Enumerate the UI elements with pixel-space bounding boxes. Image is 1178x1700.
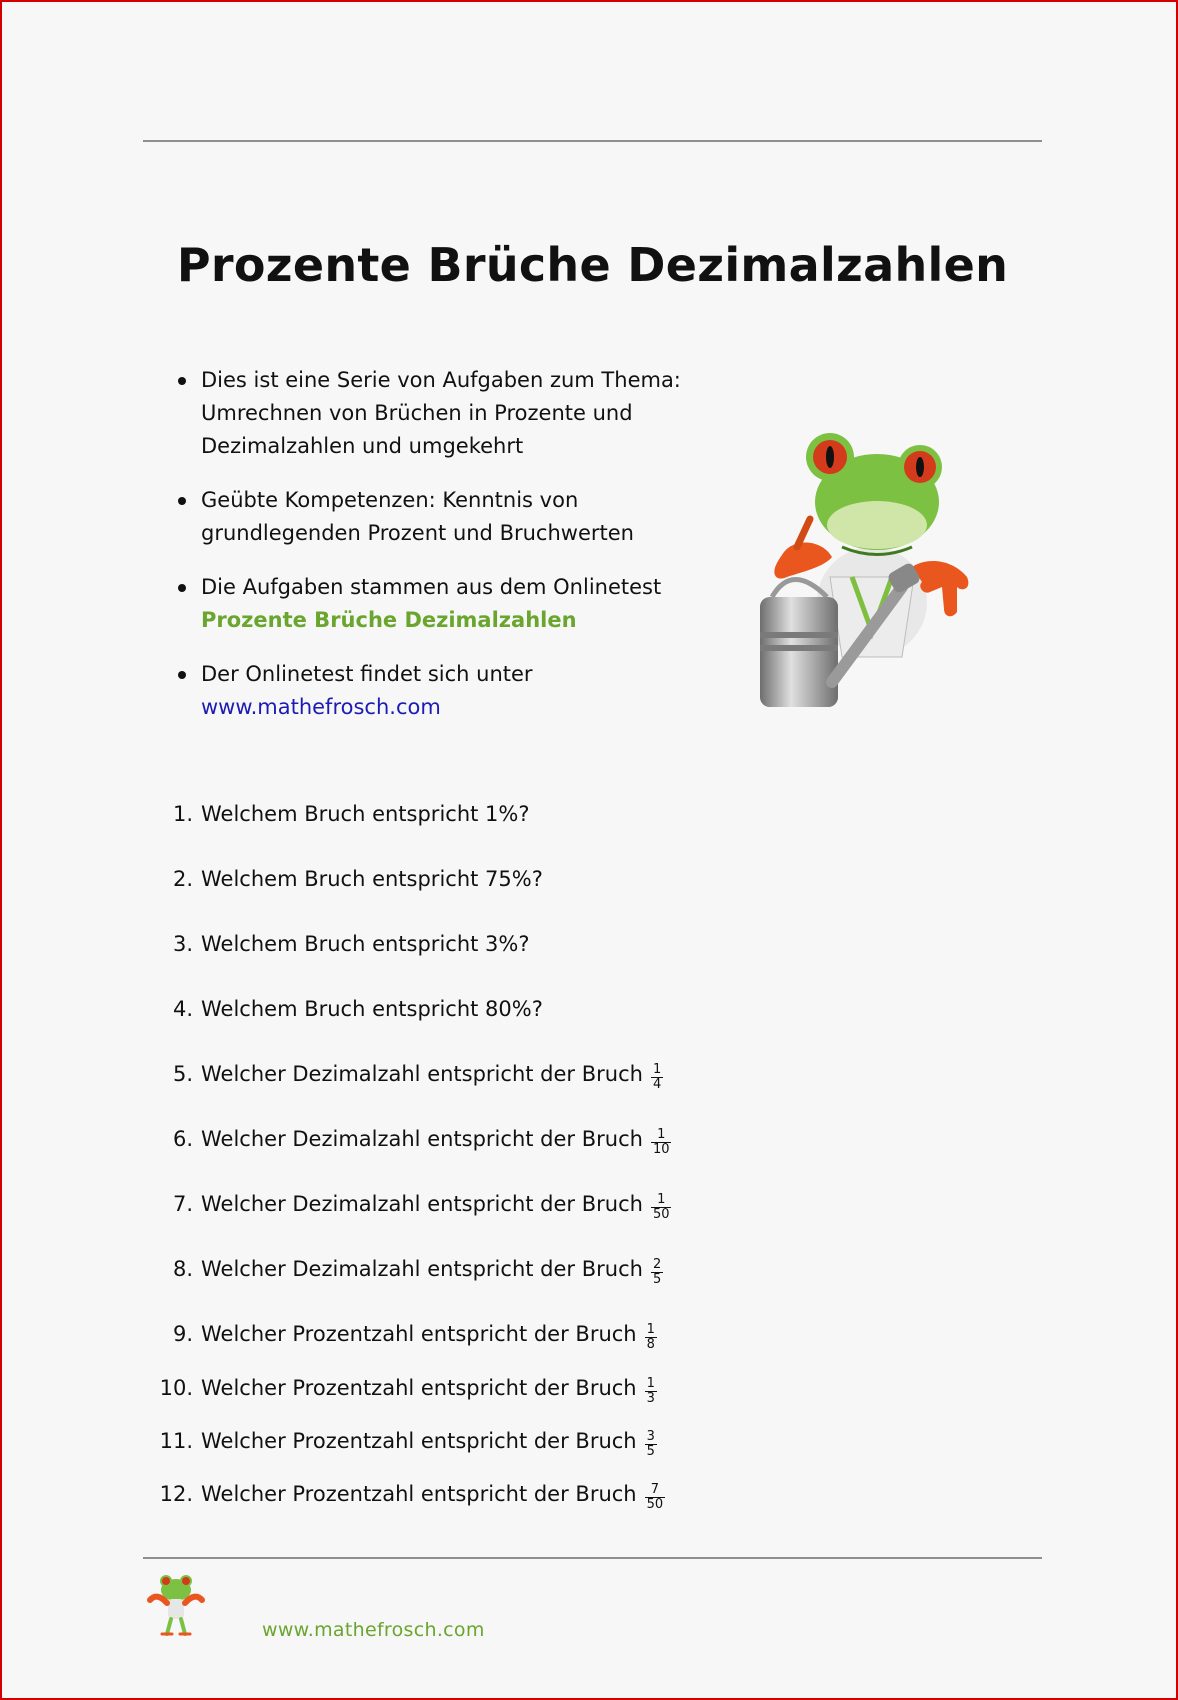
question-number: 9.: [172, 1322, 193, 1346]
question-text: Welcher Prozentzahl entspricht der Bruch: [201, 1429, 637, 1453]
question-item: [143, 1057, 663, 1091]
fraction-denominator: 4: [652, 1076, 662, 1092]
frog-with-watering-can-icon: [752, 427, 992, 717]
fraction-numerator: 1: [657, 1191, 666, 1207]
intro-item: [175, 658, 685, 724]
fraction: [645, 1377, 657, 1406]
intro-text: Geübte Kompetenzen: Kenntnis von grundlegenden Prozent und Bruchwerten: [201, 488, 634, 545]
question-text: Welcher Dezimalzahl entspricht der Bruch: [201, 1257, 643, 1281]
question-item: [143, 797, 530, 831]
question-number: 5.: [172, 1062, 193, 1086]
fraction-denominator: 5: [646, 1443, 655, 1459]
fraction: [645, 1323, 657, 1352]
question-text: Welcher Dezimalzahl entspricht der Bruch: [201, 1192, 643, 1216]
frog-logo-icon: [145, 1570, 207, 1638]
question-number: 6.: [172, 1127, 193, 1151]
question-text: Welchem Bruch entspricht 3%?: [201, 932, 530, 956]
fraction-denominator: 5: [652, 1271, 662, 1287]
fraction: [651, 1063, 663, 1092]
question-text: Welcher Dezimalzahl entspricht der Bruch: [201, 1127, 643, 1151]
fraction: [651, 1193, 672, 1222]
question-item: [143, 1187, 671, 1221]
fraction-denominator: 10: [652, 1141, 670, 1157]
fraction-denominator: 50: [652, 1206, 670, 1222]
question-text: Welcher Prozentzahl entspricht der Bruch: [201, 1376, 637, 1400]
question-number: 4.: [172, 997, 193, 1021]
question-number: 7.: [172, 1192, 193, 1216]
fraction: [651, 1128, 672, 1157]
intro-text: Dies ist eine Serie von Aufgaben zum Thema: Umrechnen von Brüchen in Prozente und Dezimalzahlen und umgekehrt: [201, 368, 681, 458]
question-text: Welcher Dezimalzahl entspricht der Bruch: [201, 1062, 643, 1086]
question-text: Welchem Bruch entspricht 75%?: [201, 867, 543, 891]
intro-item: [175, 484, 685, 550]
question-item: [143, 1317, 657, 1351]
top-rule: [143, 140, 1042, 142]
question-item: [143, 1477, 665, 1511]
bottom-rule: [143, 1557, 1042, 1559]
question-number: 1.: [172, 802, 193, 826]
question-text: Welcher Prozentzahl entspricht der Bruch: [201, 1322, 637, 1346]
fraction: [645, 1483, 666, 1512]
intro-item: [175, 571, 685, 637]
fraction: [651, 1258, 663, 1287]
intro-list: [175, 364, 685, 745]
page-title: Prozente Brüche Dezimalzahlen: [176, 237, 1009, 292]
question-item: [143, 1371, 657, 1405]
intro-text: Der Onlinetest findet sich unter: [201, 662, 533, 686]
fraction-numerator: 3: [646, 1428, 655, 1444]
fraction-denominator: 8: [646, 1336, 655, 1352]
question-item: [143, 992, 543, 1026]
question-item: [143, 1424, 657, 1458]
fraction-numerator: 1: [646, 1321, 655, 1337]
question-number: 11.: [159, 1429, 193, 1453]
question-item: [143, 862, 543, 896]
fraction-numerator: 7: [650, 1481, 660, 1497]
intro-text: Die Aufgaben stammen aus dem Onlinetest: [201, 575, 662, 599]
question-text: Welchem Bruch entspricht 80%?: [201, 997, 543, 1021]
fraction-denominator: 50: [646, 1496, 664, 1512]
website-link[interactable]: www.mathefrosch.com: [201, 695, 441, 719]
fraction-numerator: 1: [646, 1375, 655, 1391]
question-number: 12.: [159, 1482, 193, 1506]
footer-website-link[interactable]: www.mathefrosch.com: [262, 1619, 485, 1641]
fraction-numerator: 2: [652, 1256, 662, 1272]
question-text: Welchem Bruch entspricht 1%?: [201, 802, 530, 826]
intro-item: [175, 364, 685, 463]
fraction-numerator: 1: [652, 1061, 662, 1077]
fraction-denominator: 3: [646, 1390, 655, 1406]
fraction-numerator: 1: [657, 1126, 666, 1142]
question-number: 3.: [172, 932, 193, 956]
question-number: 8.: [172, 1257, 193, 1281]
question-text: Welcher Prozentzahl entspricht der Bruch: [201, 1482, 637, 1506]
question-number: 2.: [172, 867, 193, 891]
onlinetest-title-link[interactable]: Prozente Brüche Dezimalzahlen: [201, 608, 577, 632]
question-number: 10.: [159, 1376, 193, 1400]
question-item: [143, 927, 530, 961]
fraction: [645, 1430, 657, 1459]
question-item: [143, 1252, 663, 1286]
question-item: [143, 1122, 671, 1156]
